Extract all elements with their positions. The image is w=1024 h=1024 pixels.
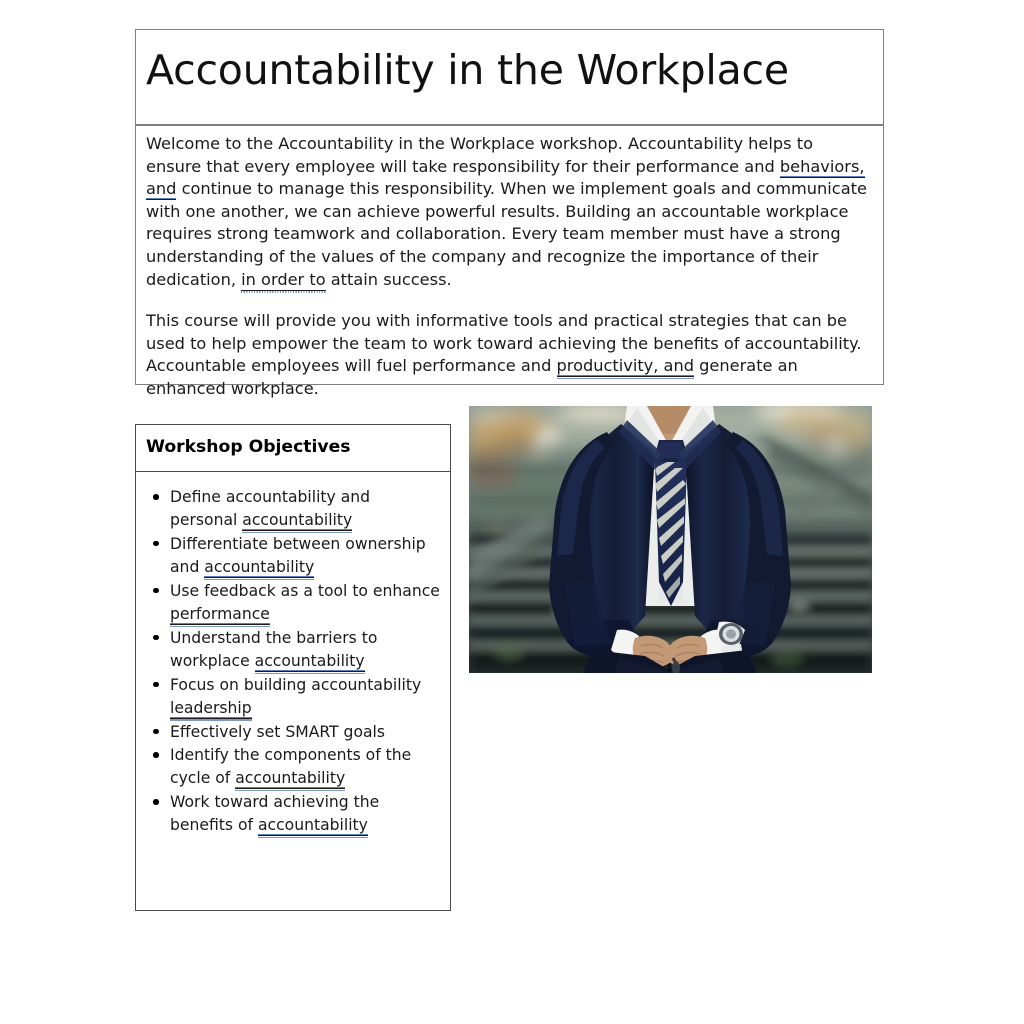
grammar-suggestion[interactable]: leadership <box>170 698 252 717</box>
grammar-suggestion[interactable]: behaviors, and <box>146 156 865 199</box>
bullet-icon <box>153 752 159 758</box>
objectives-header <box>136 425 450 472</box>
businessman-photo <box>469 406 872 673</box>
objectives-heading: Workshop Objectives <box>146 437 351 457</box>
objective-item: Differentiate between ownership and accountability <box>136 533 442 579</box>
objective-item: Effectively set SMART goals <box>136 721 442 744</box>
page-title: Accountability in the Workplace <box>146 46 789 94</box>
grammar-suggestion[interactable]: accountability <box>254 651 365 670</box>
bullet-icon <box>153 588 159 594</box>
objective-item: Work toward achieving the benefits of accountability <box>136 791 442 837</box>
bullet-icon <box>153 494 159 500</box>
grammar-suggestion[interactable]: accountability <box>257 816 368 835</box>
objective-item: Understand the barriers to workplace accountability <box>136 627 442 673</box>
objective-item: Focus on building accountability leadership <box>136 674 442 720</box>
objective-item: Use feedback as a tool to enhance performance <box>136 580 442 626</box>
grammar-suggestion[interactable]: accountability <box>242 511 353 530</box>
objectives-box <box>135 424 451 911</box>
intro-text-box <box>135 125 884 398</box>
paragraph-1: Welcome to the Accountability in the Workplace workshop. Accountability helps to ensure that every employee will take responsibility for their performance and behaviors, and continue to manage this responsibility. When we implement goals and communicate with one another, we can achieve powerful results. Building an accountable workplace requires strong teamwork and collaboration. Every team member must have a strong understanding of the values of the company and recognize the importance of their dedication, in order to attain success. <box>146 134 867 289</box>
photo-illustration <box>469 406 872 673</box>
bullet-icon <box>153 682 159 688</box>
bullet-icon <box>153 799 159 805</box>
grammar-suggestion[interactable]: performance <box>170 605 270 624</box>
paragraph-2: This course will provide you with informative tools and practical strategies that can be used to help empower the team to work toward achieving the benefits of accountability. Accountable employees will fuel performance and productivity, and generate an enhanced workplace. <box>146 311 862 398</box>
bullet-icon <box>153 635 159 641</box>
bullet-icon <box>153 729 159 735</box>
title-box <box>135 29 884 125</box>
grammar-suggestion[interactable]: in order to <box>241 269 326 289</box>
bullet-icon <box>153 541 159 547</box>
objective-item: Identify the components of the cycle of accountability <box>136 744 442 790</box>
grammar-suggestion[interactable]: productivity, and <box>556 356 695 376</box>
objectives-list <box>136 472 450 838</box>
grammar-suggestion[interactable]: accountability <box>204 558 315 577</box>
grammar-suggestion[interactable]: accountability <box>235 769 346 788</box>
objective-item: Define accountability and personal accountability <box>136 486 442 532</box>
